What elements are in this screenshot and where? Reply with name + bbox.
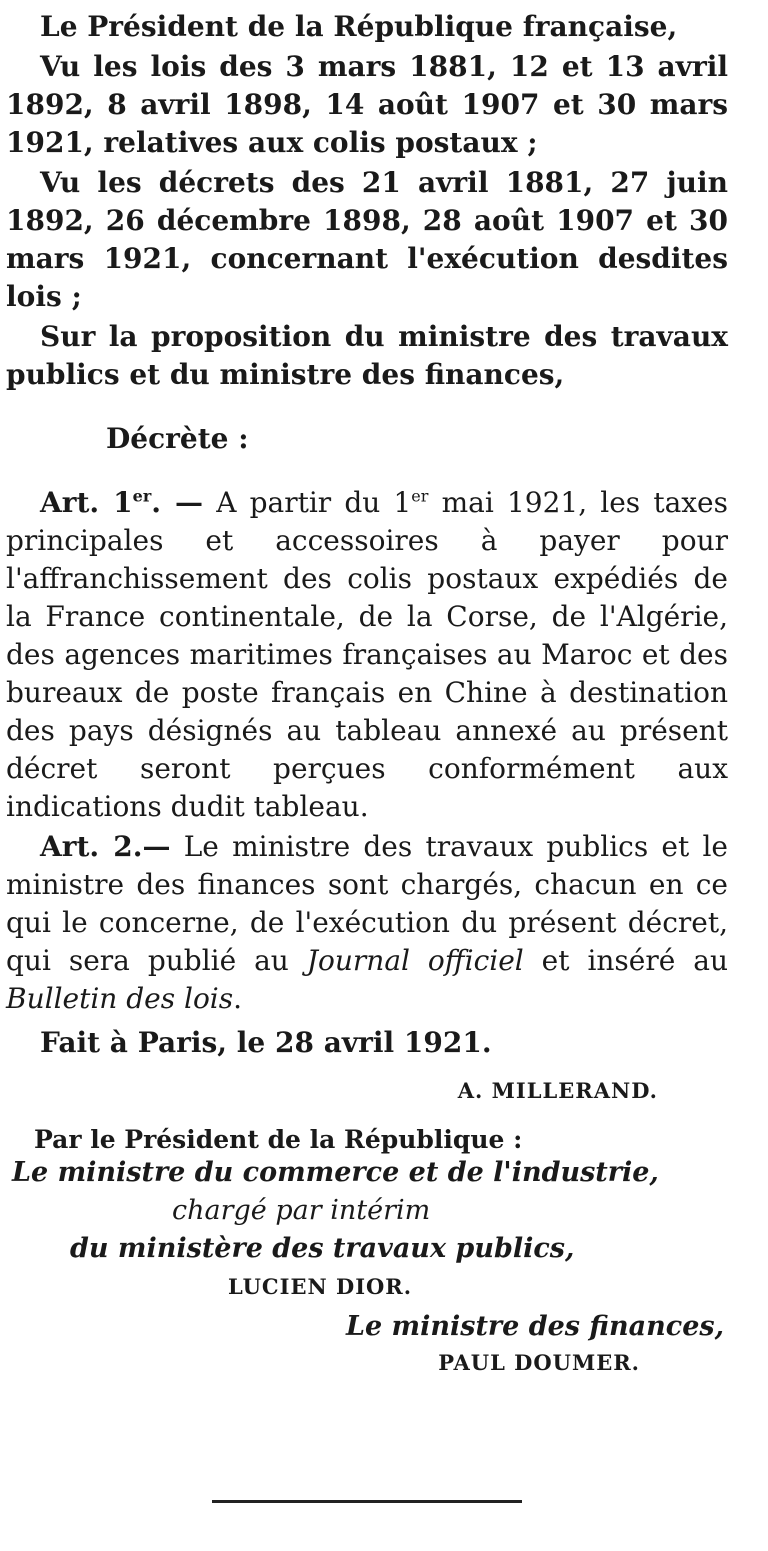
art1-text-b: mai 1921, les taxes principales et accessoires à payer pour l'affranchissement des colis postaux expédiés de la France continentale, de la Corse, de l'Algérie, des agences maritimes françaises au Maroc et des bureaux de poste français en Chine à destination des pays désignés au tableau annexé au présent décret seront perçues conformément aux indications dudit tableau.: [6, 486, 728, 823]
ministre-finances-text: Le ministre des finances,: [345, 1311, 724, 1342]
article-2-label: Art. 2.—: [40, 830, 171, 863]
vu-lois-paragraph: [6, 48, 728, 162]
signature-doumer-text: PAUL DOUMER.: [438, 1350, 640, 1375]
article-1-paragraph: [6, 484, 728, 826]
journal-officiel-text: Journal officiel: [306, 944, 524, 977]
ministere-travaux-line: [70, 1230, 728, 1268]
signature-millerand-text: A. MILLERAND.: [457, 1078, 658, 1103]
ministere-travaux-text: du ministère des travaux publics,: [70, 1233, 575, 1264]
vu-lois-text: Vu les lois des 3 mars 1881, 12 et 13 avril 1892, 8 avril 1898, 14 août 1907 et 30 mars 1921, relatives aux colis postaux ;: [6, 50, 728, 159]
ministre-commerce-text: Le ministre du commerce et de l'industrie,: [12, 1157, 659, 1188]
bulletin-des-lois-text: Bulletin des lois: [6, 982, 234, 1015]
signature-dior: [228, 1274, 728, 1299]
par-le-president-text: Par le Président de la République :: [34, 1125, 523, 1154]
signature-millerand: [6, 1078, 658, 1103]
proposition-paragraph: [6, 318, 728, 394]
art1-text-a: A partir du 1: [203, 486, 412, 519]
header-line: [6, 8, 728, 46]
article-2-paragraph: [6, 828, 728, 1018]
ministre-commerce-line: [12, 1154, 728, 1192]
fait-a-paris: [40, 1024, 728, 1062]
fait-text: Fait à Paris, le 28 avril 1921.: [40, 1026, 492, 1059]
article-1-label: [40, 486, 203, 519]
art2-end: .: [233, 982, 243, 1015]
art1-text-sup: er: [411, 486, 429, 506]
decrete-text: Décrète :: [106, 422, 249, 455]
closing-rule: [212, 1500, 522, 1503]
vu-decrets-paragraph: [6, 164, 728, 316]
signature-doumer: [6, 1350, 640, 1375]
art1-dash: . —: [151, 486, 204, 519]
charge-interim-line: [172, 1192, 728, 1230]
art1-label-sup: er: [132, 486, 152, 506]
art2-text-a: Le ministre des travaux publics et le ministre des finances sont chargés, chacun en ce qui le concerne, de l'exécution du présent décret, qui sera publié au: [6, 830, 728, 977]
charge-interim-text: chargé par intérim: [172, 1195, 431, 1226]
proposition-text: Sur la proposition du ministre des travaux publics et du ministre des finances,: [6, 320, 728, 391]
art2-text-b: et inséré au: [523, 944, 728, 977]
vu-decrets-text: Vu les décrets des 21 avril 1881, 27 juin 1892, 26 décembre 1898, 28 août 1907 et 30 mars 1921, concernant l'exécution desdites lois ;: [6, 166, 728, 313]
art1-label-text: Art. 1: [40, 486, 133, 519]
signature-dior-text: LUCIEN DIOR.: [228, 1274, 413, 1299]
decree-document: [6, 8, 728, 1375]
ministre-finances-line: [6, 1311, 724, 1342]
par-le-president: [34, 1125, 728, 1154]
decrete-heading: [106, 420, 728, 458]
header-text: Le Président de la République française,: [40, 10, 678, 43]
